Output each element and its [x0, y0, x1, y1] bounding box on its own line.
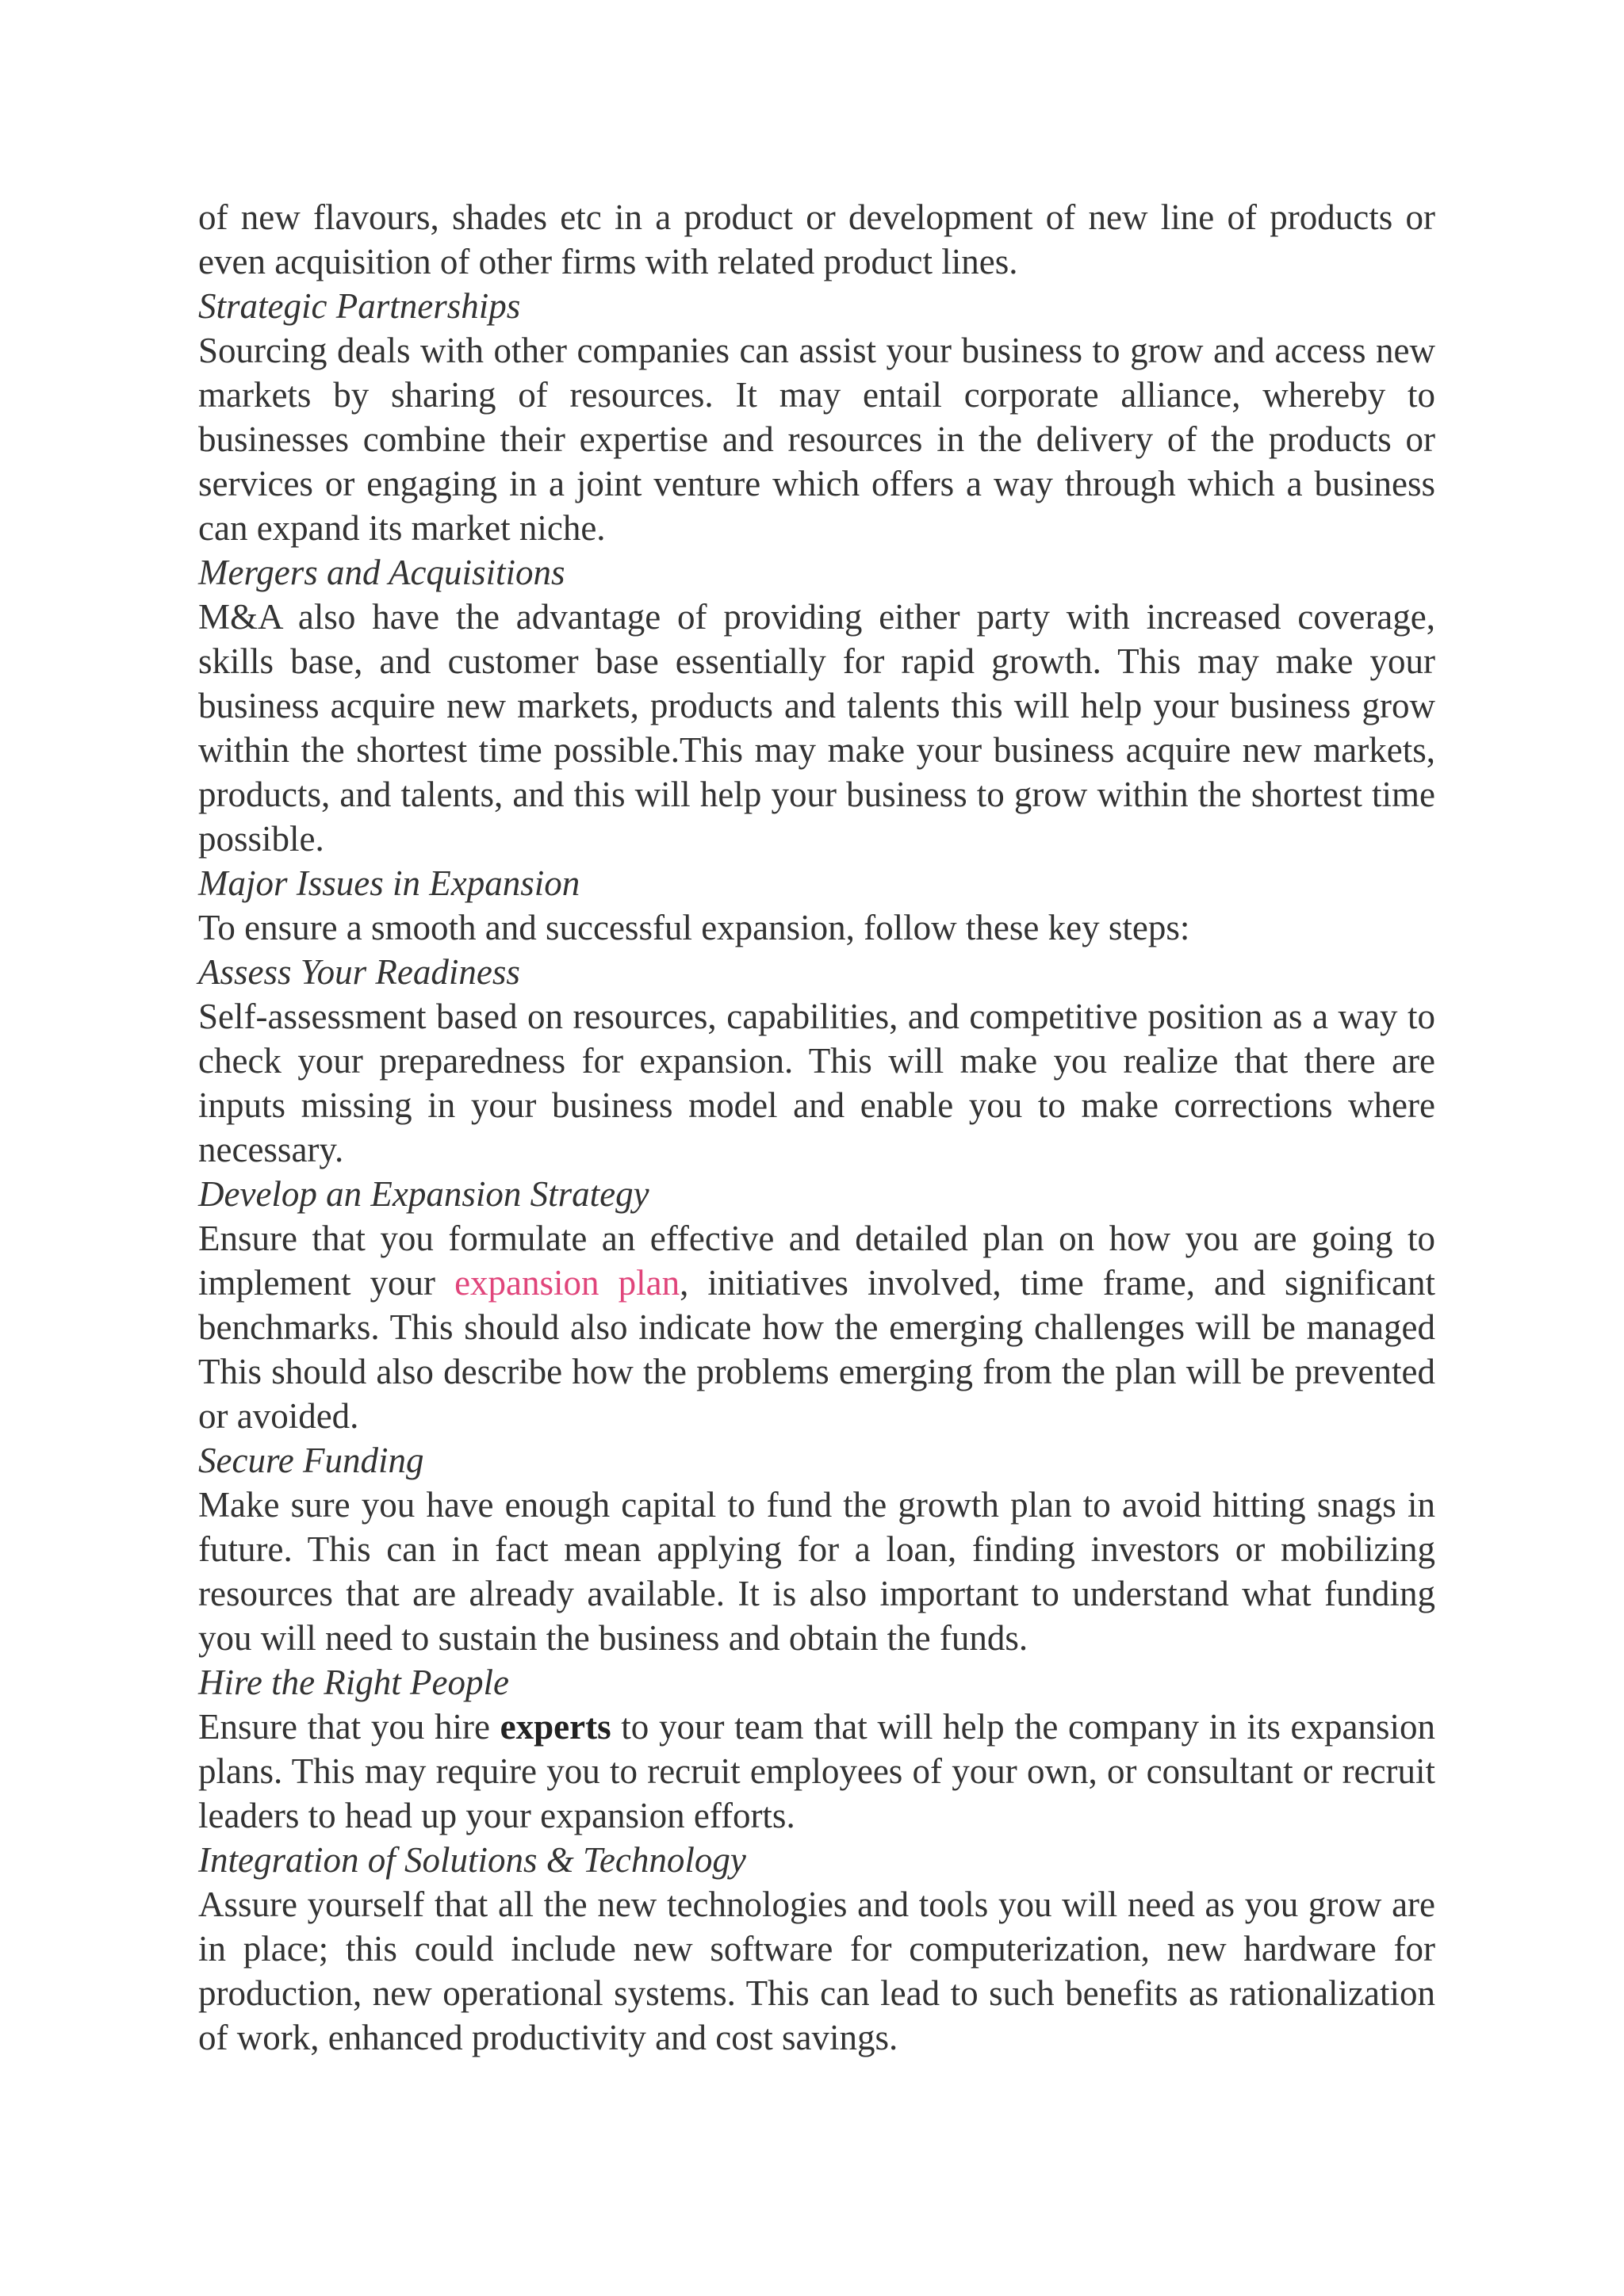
paragraph-product-lines: of new flavours, shades etc in a product or development of new line of products or even acquisition of other firms with related product lines. [198, 197, 1435, 281]
experts-bold-text: experts [500, 1707, 611, 1747]
paragraph-assess-readiness: Self-assessment based on resources, capabilities, and competitive position as a way to check your preparedness for expansion. This will make you realize that there are inputs missing in your business model and enable you to make corrections where necessary. [198, 997, 1435, 1169]
paragraph-mergers-acquisitions: M&A also have the advantage of providing either party with increased coverage, skills base, and customer base essentially for rapid growth. This may make your business acquire new markets, products and talents this will help your business grow within the shortest time possible.This may make your business acquire new markets, products, and talents, and this will help your business to grow within the shortest time possible. [198, 597, 1435, 859]
heading-strategic-partnerships: Strategic Partnerships [198, 286, 521, 326]
heading-mergers-acquisitions: Mergers and Acquisitions [198, 553, 565, 592]
paragraph-expansion-strategy [198, 1216, 1435, 1438]
paragraph-strategic-partnerships: Sourcing deals with other companies can assist your business to grow and access new markets by sharing of resources. It may entail corporate alliance, whereby to businesses combine their expertise and resources in the delivery of the products or services or engaging in a joint venture which offers a way through which a business can expand its market niche. [198, 331, 1435, 548]
heading-integration-technology: Integration of Solutions & Technology [198, 1840, 746, 1880]
expansion-plan-link[interactable]: expansion plan [454, 1263, 680, 1303]
paragraph-integration-technology: Assure yourself that all the new technologies and tools you will need as you grow are in place; this could include new software for computerization, new hardware for production, new operational systems. This can lead to such benefits as rationalization of work, enhanced productivity and cost savings. [198, 1885, 1435, 2057]
document-page [198, 195, 1435, 2060]
hire-people-text-after: to your team that will help the company in its expansion plans. This may require you to recruit employees of your own, or consultant or recruit leaders to head up your expansion efforts. [198, 1707, 1435, 1835]
heading-hire-people: Hire the Right People [198, 1663, 509, 1702]
paragraph-hire-people [198, 1705, 1435, 1838]
heading-secure-funding: Secure Funding [198, 1441, 424, 1480]
paragraph-secure-funding: Make sure you have enough capital to fund the growth plan to avoid hitting snags in future. This can in fact mean applying for a loan, finding investors or mobilizing resources that are already available. It is also important to understand what funding you will need to sustain the business and obtain the funds. [198, 1485, 1435, 1658]
heading-major-issues: Major Issues in Expansion [198, 863, 580, 903]
heading-expansion-strategy: Develop an Expansion Strategy [198, 1174, 649, 1214]
expansion-strategy-text-after: , initiatives involved, time frame, and significant benchmarks. This should also indicate how the emerging challenges will be managed This should also describe how the problems emerging from the plan will be prevented or avoided. [198, 1263, 1436, 1436]
hire-people-text-before: Ensure that you hire [198, 1707, 500, 1747]
expansion-strategy-text-before: Ensure that you formulate an effective and detailed plan on how you are going to implement your [198, 1219, 1435, 1303]
paragraph-major-issues: To ensure a smooth and successful expansion, follow these key steps: [198, 908, 1190, 947]
heading-assess-readiness: Assess Your Readiness [198, 952, 520, 992]
